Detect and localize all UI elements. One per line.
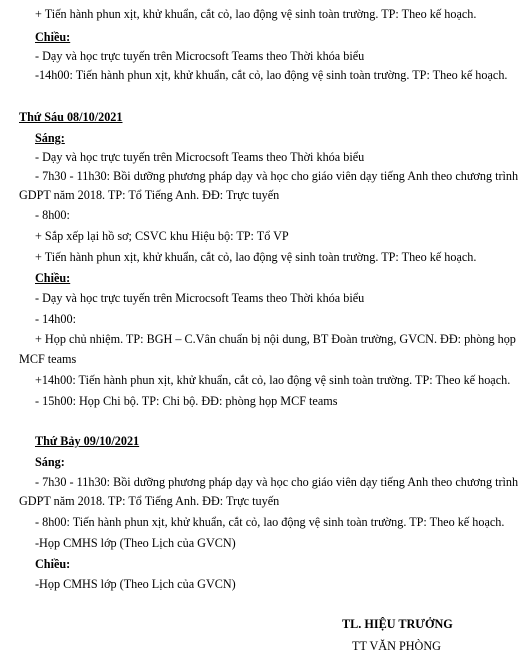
doc-line: - Dạy và học trực tuyến trên Microcsoft Teams theo Thời khóa biểu <box>35 291 365 305</box>
doc-line: - 14h00: <box>35 312 76 326</box>
doc-line: - 7h30 - 11h30: Bồi dưỡng phương pháp dạy và học cho giáo viên dạy tiếng Anh theo chương trình <box>35 169 519 183</box>
doc-line: - 7h30 - 11h30: Bồi dưỡng phương pháp dạy và học cho giáo viên dạy tiếng Anh theo chương trình <box>35 475 519 489</box>
doc-line: GDPT năm 2018. TP: Tổ Tiếng Anh. ĐĐ: Trực tuyến <box>19 494 280 508</box>
doc-line: - 8h00: Tiến hành phun xịt, khử khuẩn, cắt cỏ, lao động vệ sinh toàn trường. TP: Theo kế hoạch. <box>35 515 505 529</box>
signature-subtitle: TT VĂN PHÒNG <box>352 639 441 653</box>
doc-line: GDPT năm 2018. TP: Tổ Tiếng Anh. ĐĐ: Trực tuyến <box>19 188 280 202</box>
doc-line: - Dạy và học trực tuyến trên Microcsoft Teams theo Thời khóa biểu <box>35 49 365 63</box>
signature-title: TL. HIỆU TRƯỞNG <box>342 617 453 631</box>
doc-line: + Tiến hành phun xịt, khử khuẩn, cắt cỏ, lao động vệ sinh toàn trường. TP: Theo kế hoạch. <box>35 7 477 21</box>
section-subheading: Chiều: <box>35 30 71 44</box>
doc-line: -Họp CMHS lớp (Theo Lịch của GVCN) <box>35 536 236 550</box>
doc-line: -Họp CMHS lớp (Theo Lịch của GVCN) <box>35 577 236 591</box>
doc-line: + Họp chủ nhiệm. TP: BGH – C.Vân chuẩn bị nội dung, BT Đoàn trường, GVCN. ĐĐ: phòng họp <box>35 332 516 346</box>
section-subheading: Chiều: <box>35 557 71 571</box>
section-subheading: Chiều: <box>35 271 71 285</box>
doc-line: - 8h00: <box>35 208 70 222</box>
doc-line: + Tiến hành phun xịt, khử khuẩn, cắt cỏ, lao động vệ sinh toàn trường. TP: Theo kế hoạch. <box>35 250 477 264</box>
doc-line: + Sắp xếp lại hồ sơ; CSVC khu Hiệu bộ: TP: Tổ VP <box>35 229 289 243</box>
doc-line: - Dạy và học trực tuyến trên Microcsoft Teams theo Thời khóa biểu <box>35 150 365 164</box>
doc-line: - 15h00: Họp Chi bộ. TP: Chi bộ. ĐĐ: phòng họp MCF teams <box>35 394 338 408</box>
doc-line: +14h00: Tiến hành phun xịt, khử khuẩn, cắt cỏ, lao động vệ sinh toàn trường. TP: Theo kế hoạch. <box>35 373 511 387</box>
section-subheading: Sáng: <box>35 131 65 145</box>
day-heading: Thứ Bảy 09/10/2021 <box>35 434 140 448</box>
doc-line: MCF teams <box>19 352 77 366</box>
day-heading: Thứ Sáu 08/10/2021 <box>19 110 123 124</box>
section-subheading: Sáng: <box>35 455 65 469</box>
doc-line: -14h00: Tiến hành phun xịt, khử khuẩn, cắt cỏ, lao động vệ sinh toàn trường. TP: Theo kế hoạch. <box>35 68 508 82</box>
